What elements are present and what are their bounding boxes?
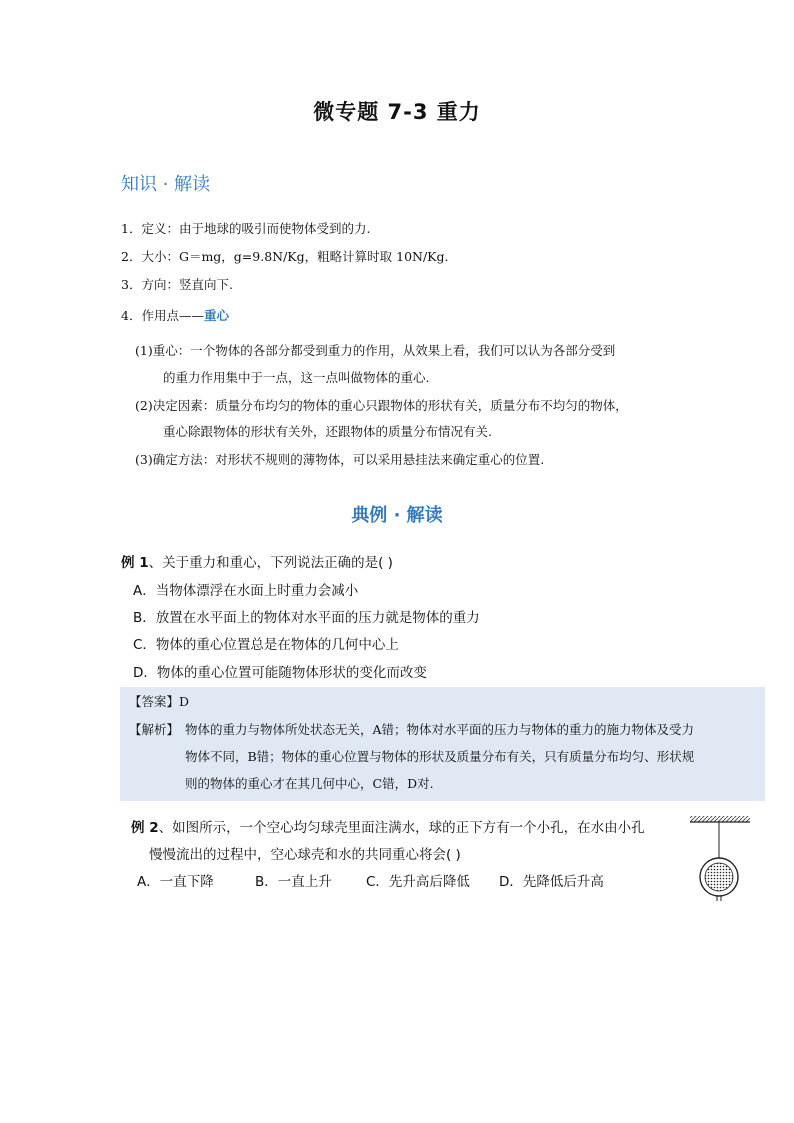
- answer-line: [129, 692, 189, 710]
- examples-heading: 典例 · 解读: [351, 505, 443, 526]
- example-1-stem: [121, 551, 393, 571]
- sub-point-1-line-2: 的重力作用集中于一点，这一点叫做物体的重心.: [163, 370, 430, 385]
- example-1-question: 、关于重力和重心，下列说法正确的是( ): [148, 555, 393, 571]
- example-2-option-d: D．先降低后升高: [499, 874, 604, 890]
- analysis-line-3: 则的物体的重心才在其几何中心，C错，D对.: [185, 776, 434, 791]
- analysis-line-1: 物体的重力与物体所处状态无关，A错；物体对水平面的压力与物体的重力的施力物体及受力: [185, 722, 695, 737]
- answer-box: [120, 687, 765, 801]
- knowledge-heading: 知识 · 解读: [121, 174, 211, 195]
- example-2-stem-line-2: 慢慢流出的过程中，空心球壳和水的共同重心将会( ): [149, 847, 461, 863]
- ceiling-icon: [690, 816, 750, 822]
- knowledge-item-definition: 1．定义：由于地球的吸引而使物体受到的力.: [121, 221, 371, 236]
- example-1-label: 例 1: [121, 555, 149, 571]
- answer-tag: 【答案】: [129, 694, 180, 709]
- knowledge-item-point-label: 4．作用点——: [121, 308, 204, 323]
- example-1-option-a: A．当物体漂浮在水面上时重力会减小: [133, 583, 359, 599]
- sub-point-2-line-2: 重心除跟物体的形状有关外，还跟物体的质量分布情况有关.: [163, 424, 492, 439]
- sub-point-1-line-1: (1)重心：一个物体的各部分都受到重力的作用，从效果上看，我们可以认为各部分受到: [135, 343, 616, 358]
- example-2-stem-line-1: [131, 816, 645, 836]
- example-2-option-b: B．一直上升: [255, 874, 332, 890]
- page-title: 微专题 7-3 重力: [313, 100, 481, 124]
- example-2-option-c: C．先升高后降低: [366, 874, 470, 890]
- example-1-option-c: C．物体的重心位置总是在物体的几何中心上: [133, 637, 399, 653]
- sub-point-3: (3)确定方法：对形状不规则的薄物体，可以采用悬挂法来确定重心的位置.: [135, 452, 545, 467]
- example-2-question: 、如图所示，一个空心均匀球壳里面注满水，球的正下方有一个小孔，在水由小孔: [158, 820, 645, 836]
- analysis-tag: 【解析】: [129, 722, 180, 737]
- center-of-gravity-term: 重心: [203, 308, 229, 323]
- analysis-line-2: 物体不同，B错；物体的重心位置与物体的形状及质量分布有关，只有质量分布均匀、形状规: [185, 749, 695, 764]
- example-1-option-d: D．物体的重心位置可能随物体形状的变化而改变: [133, 665, 427, 681]
- water-fill: [705, 863, 733, 891]
- example-1-option-b: B．放置在水平面上的物体对水平面的压力就是物体的重力: [133, 610, 480, 626]
- answer-value: D: [179, 694, 190, 709]
- knowledge-item-point: [121, 306, 229, 324]
- hanging-sphere-figure: [686, 814, 752, 906]
- example-2-option-a: A．一直下降: [137, 874, 214, 890]
- knowledge-item-direction: 3．方向：竖直向下.: [121, 277, 233, 292]
- example-2-label: 例 2: [131, 820, 159, 836]
- sub-point-2-line-1: (2)决定因素：质量分布均匀的物体的重心只跟物体的形状有关，质量分布不均匀的物体，: [135, 398, 628, 413]
- knowledge-item-magnitude: 2．大小：G＝mg，g=9.8N/Kg，粗略计算时取 10N/Kg.: [121, 249, 449, 264]
